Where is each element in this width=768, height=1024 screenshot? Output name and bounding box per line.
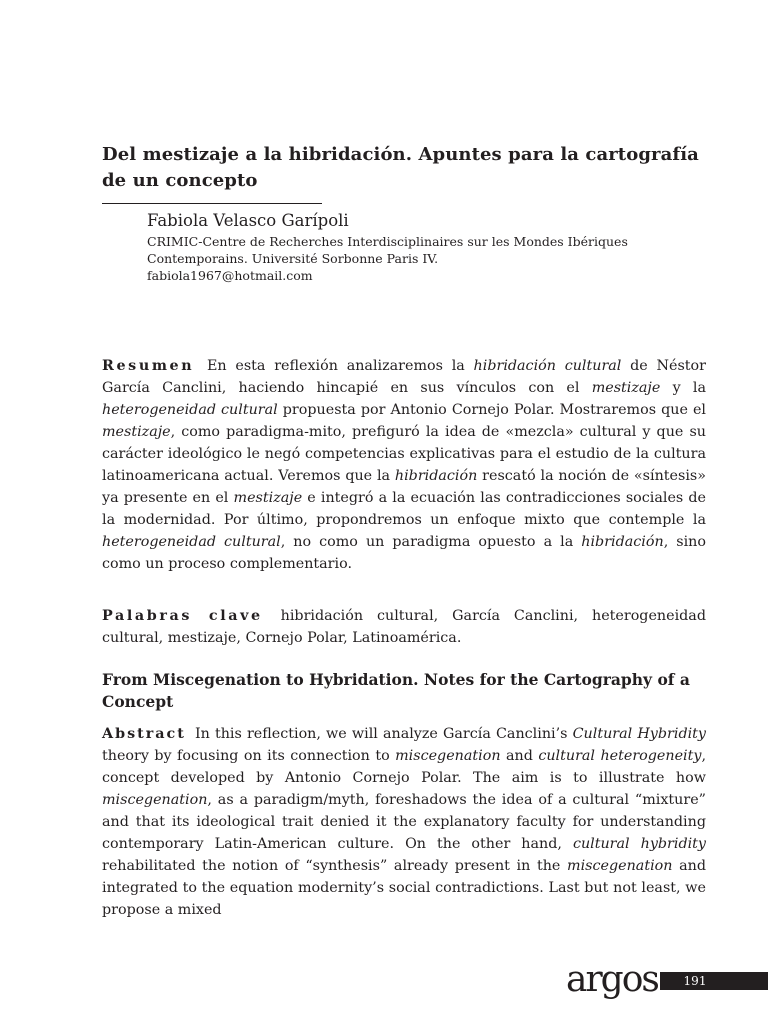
author-name: Fabiola Velasco Garípoli <box>147 211 349 230</box>
resumen-label: Resumen <box>102 358 195 374</box>
article-title: Del mestizaje a la hibridación. Apuntes para la cartografía de un concepto <box>102 144 699 191</box>
resumen-text-3: y la <box>660 380 706 396</box>
resumen-emphasis-3: heterogeneidad cultural <box>102 402 278 418</box>
resumen-text-5: , como paradigma-mito, prefiguró la idea de «mezcla» cultural y que su carácter ideológico le negó competencias explicativas para el estudio de la cultura latinoamericana actual. Veremos que la <box>102 424 706 484</box>
abstract-emphasis-1: Cultural Hybridity <box>572 726 706 742</box>
page-number-bar <box>660 972 768 990</box>
english-title: From Miscegenation to Hybridation. Notes for the Cartography of a Concept <box>102 670 690 711</box>
resumen-emphasis-7: heterogeneidad cultural <box>102 534 281 550</box>
abstract-text-3: and <box>500 748 539 764</box>
abstract-emphasis-6: miscegenation <box>567 858 673 874</box>
resumen-emphasis-6: mestizaje <box>233 490 303 506</box>
resumen-text-2: de Néstor García Canclini, haciendo hincapié en sus vínculos con el <box>102 358 706 396</box>
keywords-label: Palabras clave <box>102 608 263 624</box>
abstract-text-5: , as a paradigm/myth, foreshadows the idea of a cultural “mixture” and that its ideological trait denied it the explanatory faculty for understanding contemporary Latin-American culture. On the other hand, <box>102 792 706 852</box>
page-footer <box>0 960 768 1000</box>
abstract-text-2: theory by focusing on its connection to <box>102 748 396 764</box>
author-block <box>147 209 727 284</box>
resumen-paragraph <box>102 355 706 575</box>
page-number: 191 <box>683 974 707 988</box>
resumen-text-8: , no como un paradigma opuesto a la <box>280 534 582 550</box>
resumen-text-4: propuesta por Antonio Cornejo Polar. Mostraremos que el <box>277 402 706 418</box>
author-affiliation-line-1: CRIMIC-Centre de Recherches Interdisciplinaires sur les Mondes Ibériques <box>147 234 628 249</box>
resumen-text-1: En esta reflexión analizaremos la <box>198 358 474 374</box>
resumen-emphasis-8: hibridación <box>581 534 664 550</box>
abstract-emphasis-3: cultural heterogeneity <box>538 748 702 764</box>
abstract-paragraph <box>102 723 706 921</box>
author-affiliation-line-2: Contemporains. Université Sorbonne Paris IV. <box>147 251 439 266</box>
resumen-emphasis-5: hibridación <box>394 468 478 484</box>
resumen-text-7: e integró a la ecuación las contradicciones sociales de la modernidad. Por último, propondremos un enfoque mixto que contemple la <box>102 490 706 528</box>
resumen-emphasis-2: mestizaje <box>591 380 661 396</box>
title-divider <box>102 203 322 204</box>
resumen-emphasis-4: mestizaje <box>102 424 171 440</box>
abstract-text-6: rehabilitated the notion of “synthesis” already present in the <box>102 858 568 874</box>
abstract-text-7: and integrated to the equation modernity’s social contradictions. Last but not least, we propose a mixed <box>102 858 706 918</box>
resumen-text-6: rescató la noción de «síntesis» ya presente en el <box>102 468 706 506</box>
abstract-emphasis-2: miscegenation <box>395 748 501 764</box>
keywords-text: hibridación cultural, García Canclini, heterogeneidad cultural, mestizaje, Cornejo Polar, Latinoamérica. <box>102 608 706 646</box>
abstract-emphasis-5: cultural hybridity <box>572 836 707 852</box>
resumen-emphasis-1: hibridación cultural <box>473 358 622 374</box>
abstract-emphasis-4: miscegenation <box>102 792 208 808</box>
abstract-label: Abstract <box>102 726 186 742</box>
abstract-text-4: , concept developed by Antonio Cornejo Polar. The aim is to illustrate how <box>102 748 706 786</box>
keywords-paragraph <box>102 605 706 649</box>
resumen-text-9: , sino como un proceso complementario. <box>102 534 706 572</box>
journal-logo: argos <box>566 959 658 1000</box>
author-email[interactable]: fabiola1967@hotmail.com <box>147 268 313 283</box>
abstract-text-1: In this reflection, we will analyze García Canclini’s <box>189 726 573 742</box>
